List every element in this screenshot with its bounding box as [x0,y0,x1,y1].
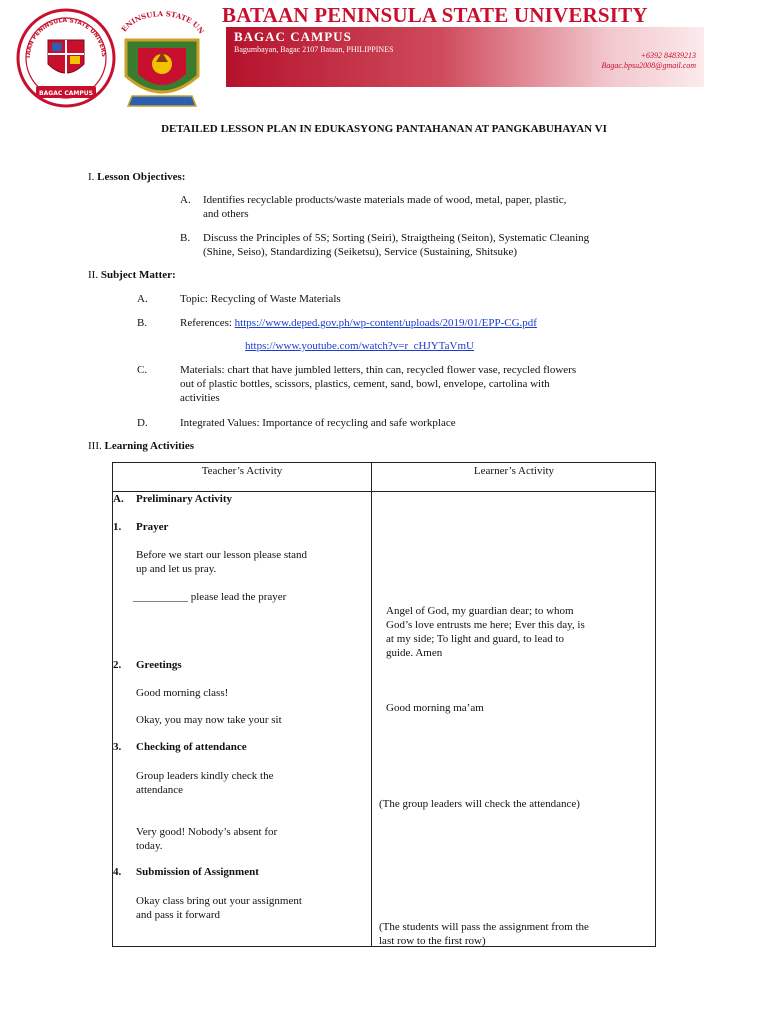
svg-text:BATAAN PENINSULA STATE UNIVERS [112,4,207,36]
crest-text: ENINSULA STATE UN [119,9,207,36]
activities-table [112,462,656,947]
contact-email: Bagac.bpsu2008@gmail.com [601,61,696,70]
attendance-learner-line1: (The group leaders will check the attendance) [379,798,580,810]
assignment-teacher-line2: and pass it forward [136,909,221,921]
assignment-teacher-line1: Okay class bring out your assignment [136,895,302,907]
references-label: References: [180,317,232,329]
greetings-teacher-line2: Okay, you may now take your sit [136,714,282,726]
university-seal-logo [16,6,116,114]
university-name: BATAAN PENINSULA STATE UNIVERSITY [222,3,648,27]
prayer-teacher-line3: __________ please lead the prayer [133,591,287,603]
activities-title: Learning Activities [104,440,195,452]
attendance-teacher-line1: Group leaders kindly check the [136,770,274,782]
materials-line1: Materials: chart that have jumbled letters, thin can, recycled flower vase, recycled flowers [180,364,577,376]
learner-activity-header: Learner’s Activity [473,465,555,477]
objective-a-line2: and others [203,208,249,220]
objective-letter-b: B. [180,232,191,244]
seal-campus-text: BAGAC CAMPUS [39,90,93,97]
prayer-learner-line4: guide. Amen [386,647,443,659]
materials-line2: out of plastic bottles, scissors, plastics, cement, sand, bowl, envelope, cartolina with [180,378,550,390]
campus-name: BAGAC CAMPUS [234,29,352,44]
contact-phone: +6392 84839213 [640,51,696,60]
objectives-heading [88,170,185,184]
preliminary-letter: A. [113,493,124,505]
assignment-number: 4. [113,866,122,878]
deped-reference-link[interactable]: https://www.deped.gov.ph/wp-content/uploads/2019/01/EPP-CG.pdf [234,317,537,329]
assignment-learner-line2: last row to the first row) [379,935,486,947]
subject-heading [88,268,176,282]
references-line2 [245,339,474,353]
references-letter: B. [137,317,148,329]
greetings-teacher-line1: Good morning class! [136,687,229,699]
prayer-teacher-line1: Before we start our lesson please stand [136,549,308,561]
greetings-title: Greetings [136,659,182,671]
subject-title: Subject Matter: [100,269,176,281]
objective-letter-a: A. [180,194,191,206]
preliminary-title: Preliminary Activity [136,493,233,505]
campus-address: Bagumbayan, Bagac 2107 Bataan, PHILIPPINES [234,45,394,54]
seal-text: TAAN PENINSULA STATE UNIVERS [24,16,108,60]
prayer-learner-line1: Angel of God, my guardian dear; to whom [386,605,574,617]
teacher-activity-header: Teacher’s Activity [201,465,283,477]
assignment-learner-line1: (The students will pass the assignment from the [379,921,589,933]
values-letter: D. [137,417,148,429]
greetings-number: 2. [113,659,122,671]
table-column-divider [371,463,372,946]
prayer-learner-line2: God’s love entrusts me here; Ever this day, is [386,619,585,631]
greetings-learner-line1: Good morning ma’am [386,702,484,714]
activities-number: III. [88,440,102,452]
subject-number: II. [88,269,99,281]
objectives-number: I. [88,171,95,183]
activities-heading [88,439,194,453]
objective-b-line1: Discuss the Principles of 5S; Sorting (Seiri), Straigtheing (Seiton), Systematic Cleaning [203,232,590,244]
prayer-number: 1. [113,521,122,533]
attendance-number: 3. [113,741,122,753]
campus-crest-logo [112,4,212,114]
attendance-title: Checking of attendance [136,741,247,753]
assignment-title: Submission of Assignment [136,866,259,878]
prayer-teacher-line2: up and let us pray. [136,563,217,575]
attendance-teacher-line4: today. [136,840,163,852]
objective-b-line2: (Shine, Seiso), Standardizing (Seiketsu), Service (Sustaining, Shitsuke) [203,246,518,258]
topic-letter: A. [137,293,148,305]
youtube-reference-link[interactable]: https://www.youtube.com/watch?v=r_cHJYTaVmU [245,340,474,352]
prayer-title: Prayer [136,521,169,533]
topic-text: Topic: Recycling of Waste Materials [180,293,341,305]
materials-letter: C. [137,364,148,376]
objective-a-line1: Identifies recyclable products/waste materials made of wood, metal, paper, plastic, [203,194,567,206]
materials-line3: activities [180,392,220,404]
document-title: DETAILED LESSON PLAN IN EDUKASYONG PANTAHANAN AT PANGKABUHAYAN VI [161,123,607,135]
references-line [180,316,537,330]
attendance-teacher-line3: Very good! Nobody’s absent for [136,826,278,838]
prayer-learner-line3: at my side; To light and guard, to lead to [386,633,565,645]
objectives-title: Lesson Objectives: [97,171,186,183]
values-text: Integrated Values: Importance of recycling and safe workplace [180,417,456,429]
attendance-teacher-line2: attendance [136,784,184,796]
campus-banner [226,27,704,87]
